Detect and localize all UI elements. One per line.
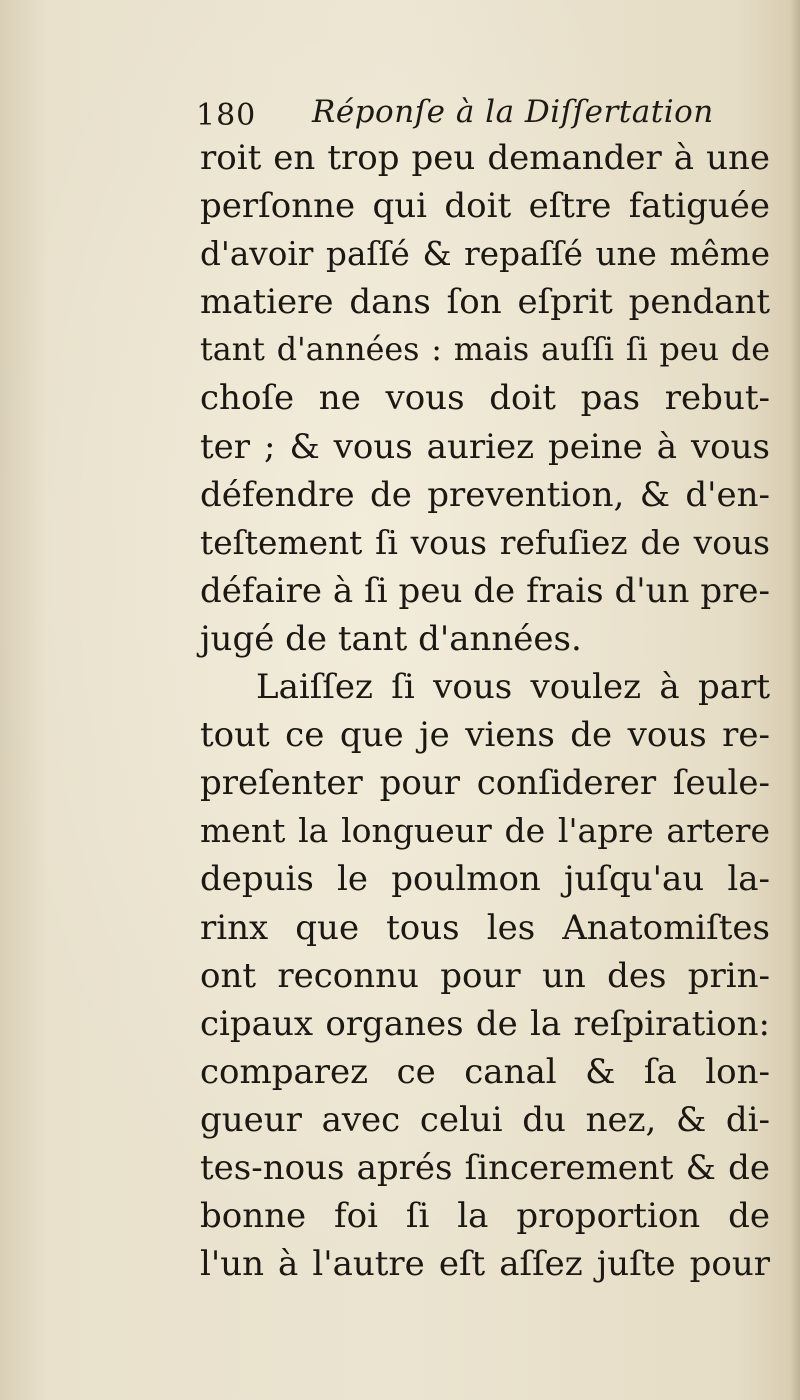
text-line: bonne foi ſi la proportion de <box>200 1196 770 1237</box>
text-line: ter ; & vous auriez peine à vous <box>200 426 770 467</box>
text-line: rinx que tous les Anatomiſtes <box>200 907 770 948</box>
text-line: l'un à l'autre eſt aſſez juſte pour <box>200 1244 770 1285</box>
text-line: choſe ne vous doit pas rebut- <box>200 378 770 419</box>
text-line: cipaux organes de la reſpiration: <box>200 1003 770 1044</box>
text-line: preſenter pour conſiderer ſeule- <box>200 763 770 804</box>
text-line: roit en trop peu demander à une <box>200 138 770 178</box>
body-text <box>200 134 770 1288</box>
page-number: 180 <box>196 98 257 133</box>
text-line: tant d'années : mais auſſi ſi peu de <box>200 332 770 369</box>
text-line: comparez ce canal & ſa lon- <box>200 1051 770 1092</box>
text-line: ont reconnu pour un des prin- <box>200 955 770 996</box>
text-line: défaire à ſi peu de frais d'un pre- <box>200 570 770 611</box>
text-line: ment la longueur de l'apre artere <box>200 811 770 851</box>
running-title: Réponſe à la Diſſertation <box>312 94 714 130</box>
paragraph-end-line: jugé de tant d'années. <box>200 618 582 659</box>
text-line: défendre de prevention, & d'en- <box>200 474 770 515</box>
paragraph-start-line: Laiſſez ſi vous voulez à part <box>256 667 770 708</box>
text-line: tes-nous aprés ſincerement & de <box>200 1147 770 1188</box>
page-edge-shadow <box>790 0 800 1400</box>
text-line: d'avoir paſſé & repaſſé une même <box>200 235 770 274</box>
text-line: depuis le poulmon juſqu'au la- <box>200 859 770 900</box>
text-line: matiere dans ſon eſprit pendant <box>200 282 770 323</box>
text-line: tout ce que je viens de vous re- <box>200 715 770 756</box>
text-line: gueur avec celui du nez, & di- <box>200 1099 770 1140</box>
text-line: teſtement ſi vous refuſiez de vous <box>200 523 770 562</box>
text-line: perſonne qui doit eſtre fatiguée <box>200 186 770 227</box>
page-header <box>196 88 756 140</box>
